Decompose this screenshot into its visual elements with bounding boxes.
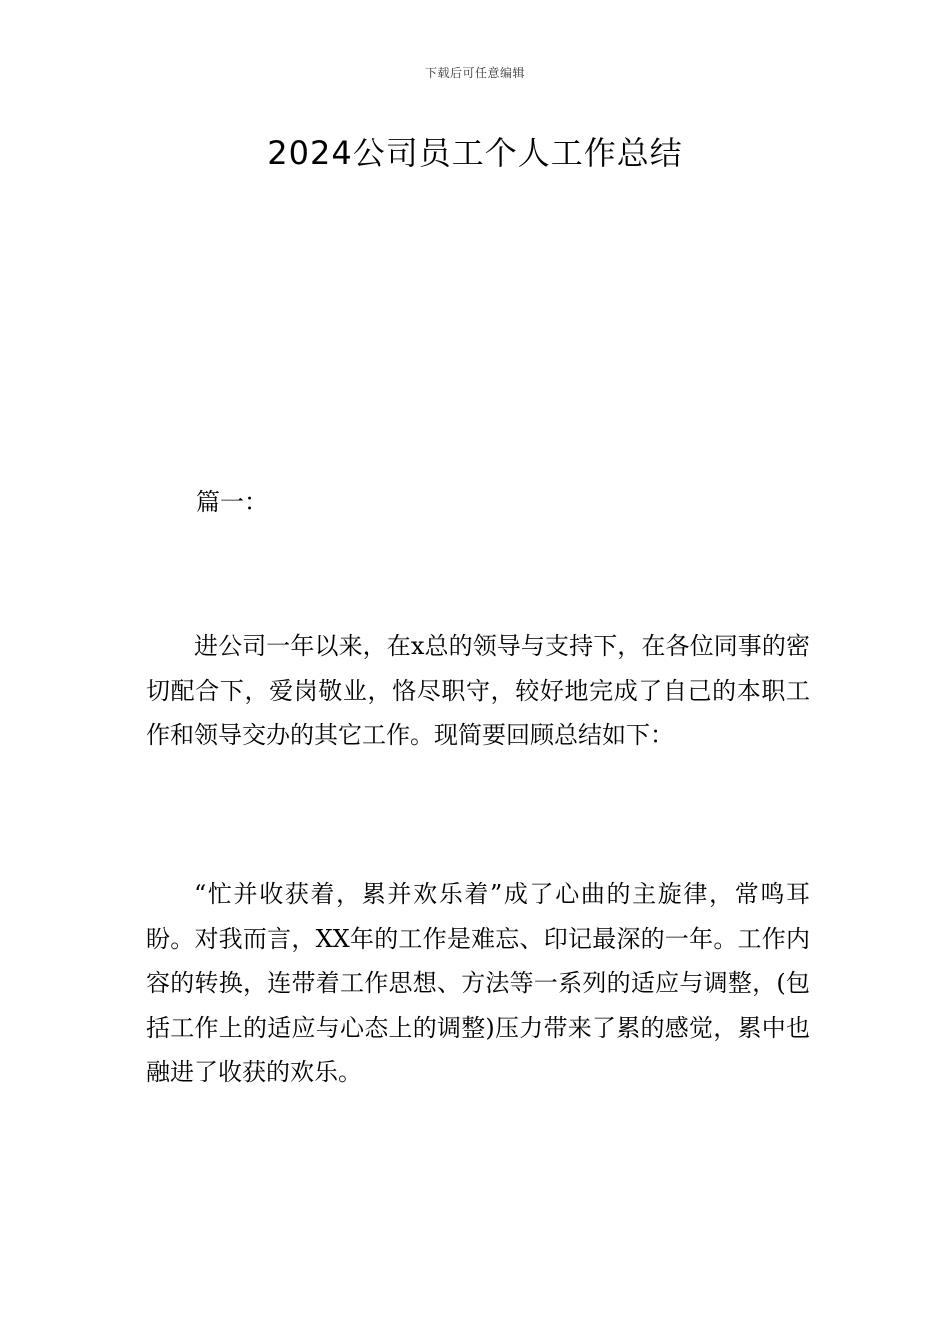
body-paragraph-1: 进公司一年以来，在x总的领导与支持下，在各位同事的密切配合下，爱岗敬业，恪尽职守，较好地完成了自己的本职工作和领导交办的其它工作。现简要回顾总结如下： xyxy=(146,632,810,749)
document-title: 2024公司员工个人工作总结 xyxy=(267,134,683,172)
header-note: 下载后可任意编辑 xyxy=(424,66,525,80)
body-paragraph-2: “忙并收获着，累并欢乐着”成了心曲的主旋律，常鸣耳盼。对我而言，XX年的工作是难忘、印记最深的一年。工作内容的转换，连带着工作思想、方法等一系列的适应与调整，(包括工作上的适应与心态上的调整)压力带来了累的感觉，累中也融进了收获的欢乐。 xyxy=(146,880,810,1086)
section-label: 篇一： xyxy=(196,488,268,516)
